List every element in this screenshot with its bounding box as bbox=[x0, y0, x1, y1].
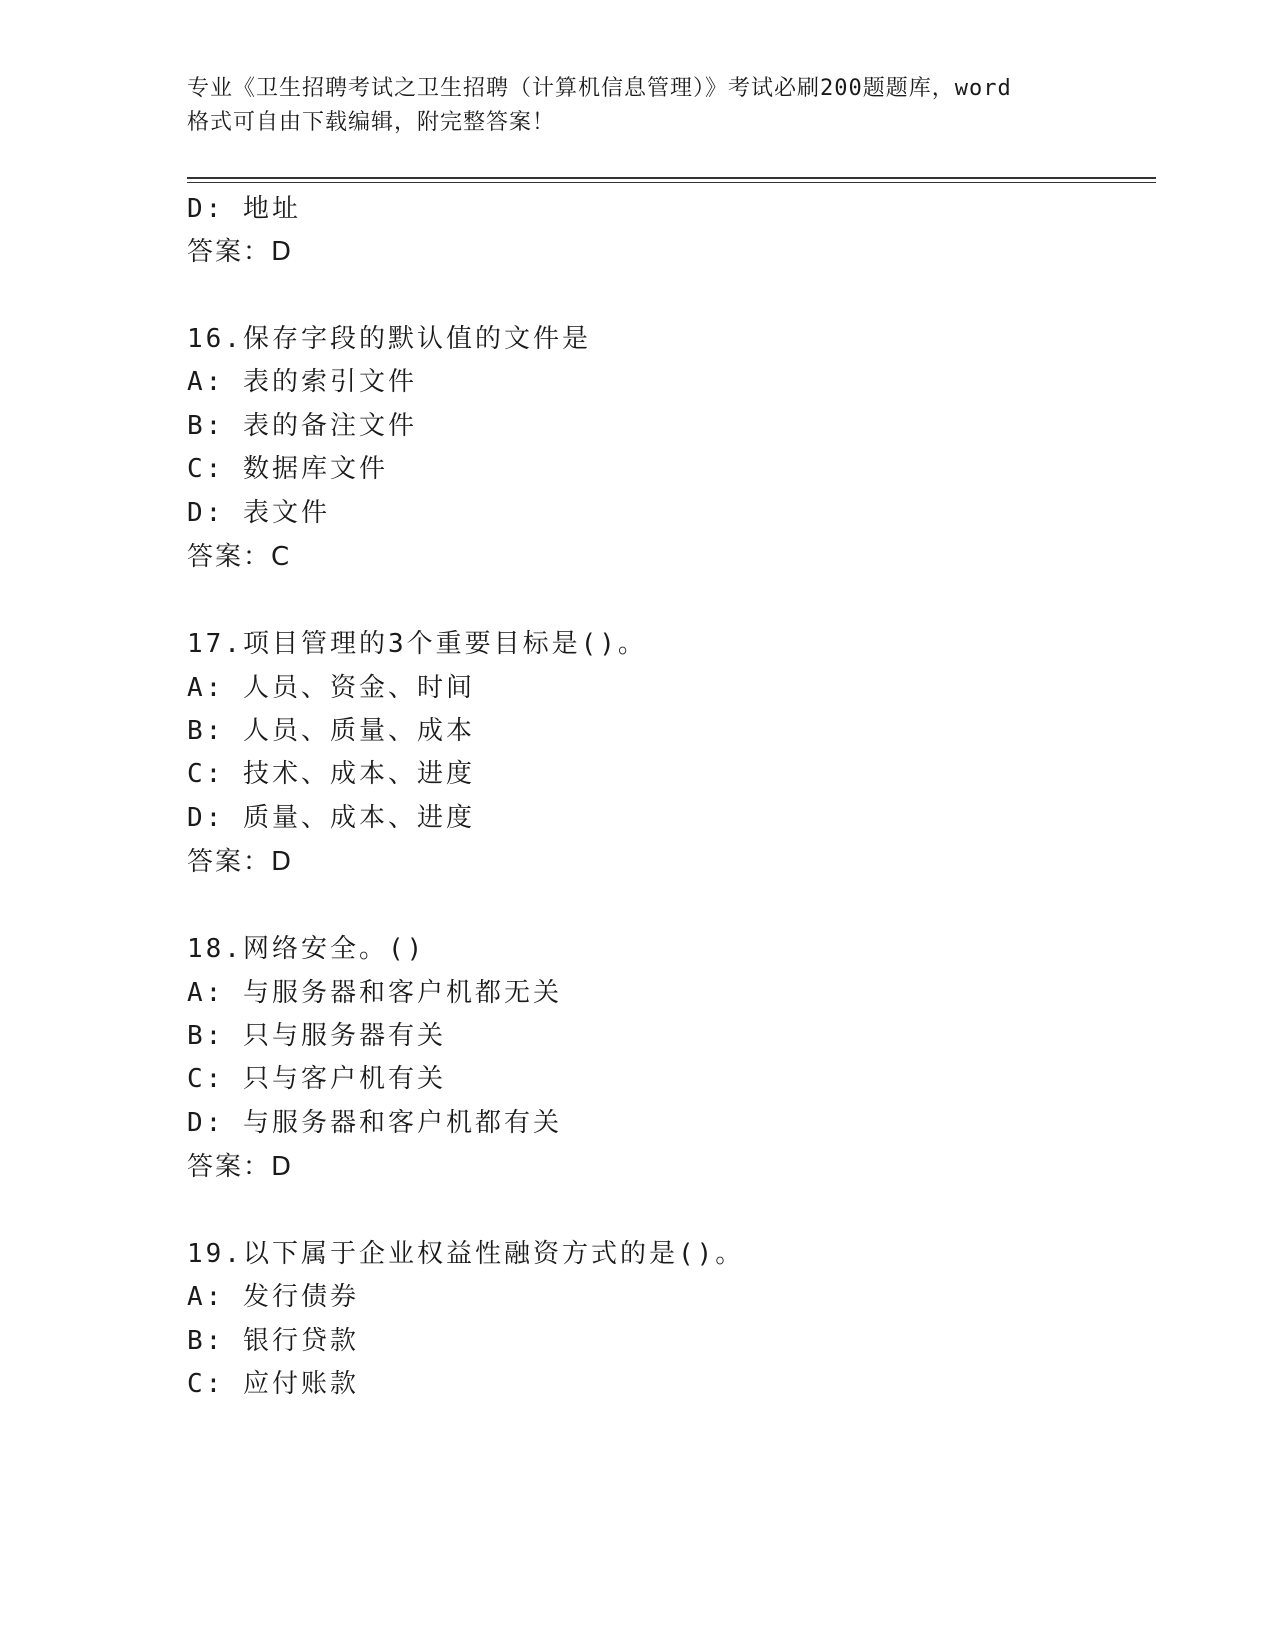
question-19-option-c: C: 应付账款 bbox=[187, 1369, 359, 1399]
header-line-1: 专业《卫生招聘考试之卫生招聘（计算机信息管理）》考试必刷200题题库，word bbox=[187, 76, 1012, 101]
prev-answer: 答案：D bbox=[187, 237, 294, 267]
question-16-option-b: B: 表的备注文件 bbox=[187, 411, 417, 441]
question-19-option-b: B: 银行贷款 bbox=[187, 1326, 359, 1356]
question-17-option-c: C: 技术、成本、进度 bbox=[187, 759, 475, 789]
question-18-option-b: B: 只与服务器有关 bbox=[187, 1021, 446, 1051]
question-17-option-a: A: 人员、资金、时间 bbox=[187, 673, 475, 703]
question-17-answer: 答案：D bbox=[187, 847, 294, 877]
question-18-option-c: C: 只与客户机有关 bbox=[187, 1064, 446, 1094]
question-19-option-a: A: 发行债券 bbox=[187, 1282, 359, 1312]
question-16-option-a: A: 表的索引文件 bbox=[187, 367, 417, 397]
question-18-stem: 18.网络安全。() bbox=[187, 934, 426, 964]
question-19-stem: 19.以下属于企业权益性融资方式的是()。 bbox=[187, 1239, 745, 1269]
question-16-answer: 答案：C bbox=[187, 542, 292, 572]
question-17-option-b: B: 人员、质量、成本 bbox=[187, 716, 475, 746]
prev-option-d: D: 地址 bbox=[187, 194, 301, 224]
question-16-option-d: D: 表文件 bbox=[187, 498, 330, 528]
question-17-stem: 17.项目管理的3个重要目标是()。 bbox=[187, 629, 647, 659]
header-divider-thin bbox=[187, 182, 1156, 183]
question-18-option-a: A: 与服务器和客户机都无关 bbox=[187, 978, 562, 1008]
question-16-option-c: C: 数据库文件 bbox=[187, 454, 388, 484]
header-divider-thick bbox=[187, 177, 1156, 179]
question-18-answer: 答案：D bbox=[187, 1152, 294, 1182]
document-header bbox=[187, 72, 1087, 140]
question-17-option-d: D: 质量、成本、进度 bbox=[187, 803, 475, 833]
header-line-2: 格式可自由下载编辑，附完整答案！ bbox=[187, 110, 556, 135]
question-16-stem: 16.保存字段的默认值的文件是 bbox=[187, 324, 591, 354]
question-18-option-d: D: 与服务器和客户机都有关 bbox=[187, 1108, 562, 1138]
